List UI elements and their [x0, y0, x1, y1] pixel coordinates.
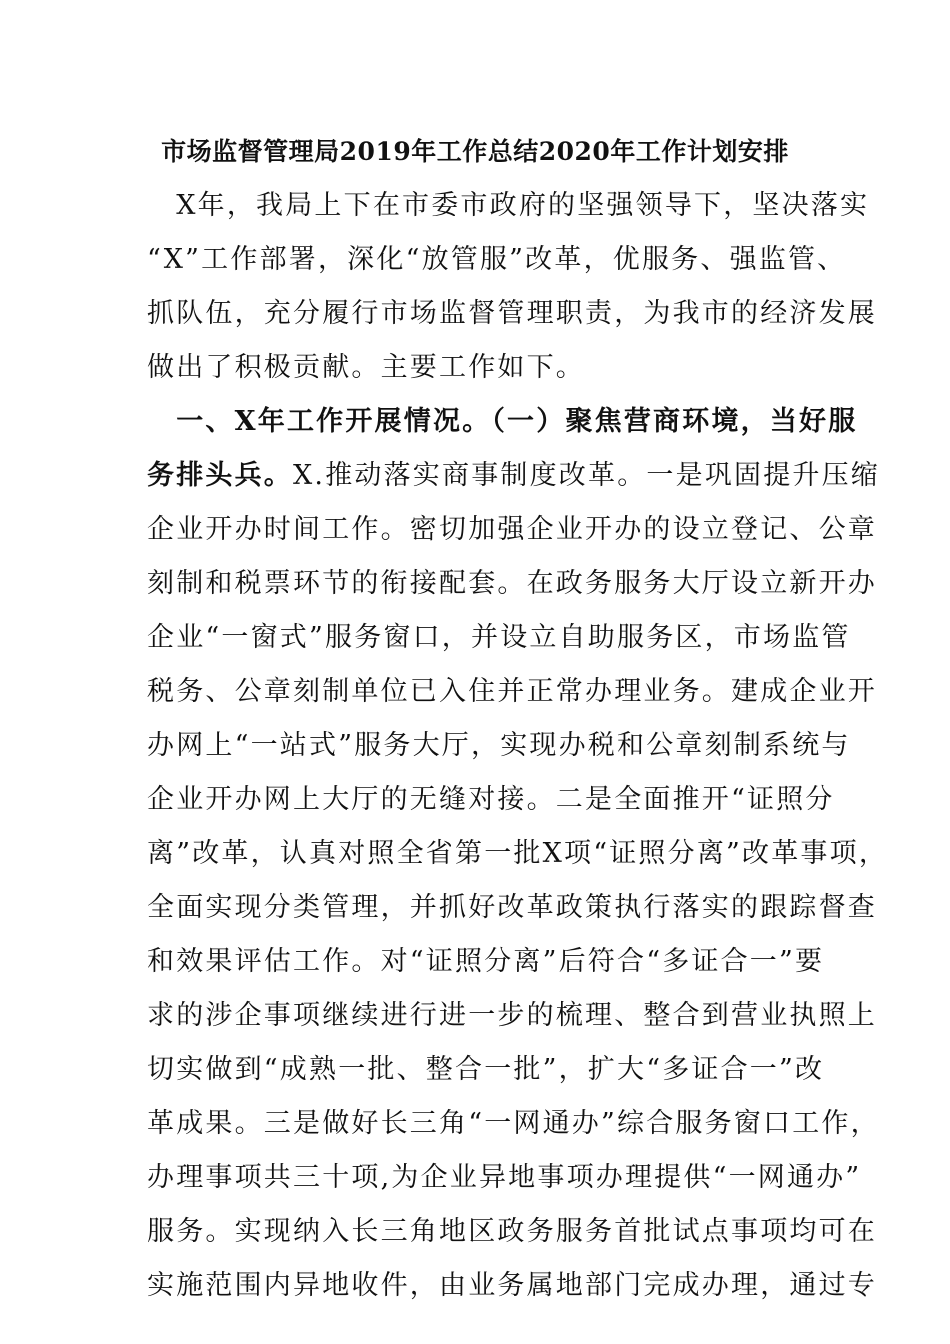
- body-line: 求的涉企事项继续进行进一步的梳理、整合到营业执照上: [147, 1000, 877, 1031]
- body-line: 和效果评估工作。对“证照分离”后符合“多证合一”要: [147, 946, 825, 977]
- intro-line-4: 做出了积极贡献。主要工作如下。: [147, 352, 585, 383]
- intro-line-2: “X”工作部署，深化“放管服”改革，优服务、强监管、: [147, 244, 847, 275]
- body-line: 离”改革，认真对照全省第一批X项“证照分离”改革事项，: [147, 838, 889, 869]
- intro-line-3: 抓队伍，充分履行市场监督管理职责，为我市的经济发展: [147, 298, 877, 329]
- intro-line-1: X年，我局上下在市委市政府的坚强领导下，坚决落实: [147, 190, 870, 221]
- body-line: 切实做到“成熟一批、整合一批”，扩大“多证合一”改: [147, 1054, 825, 1085]
- body-line: 企业开办网上大厅的无缝对接。二是全面推开“证照分: [147, 784, 835, 815]
- body-line: 税务、公章刻制单位已入住并正常办理业务。建成企业开: [147, 676, 877, 707]
- mixed-line: [147, 456, 880, 496]
- section-heading-line: 一、X年工作开展情况。（一）聚焦营商环境，当好服: [147, 406, 858, 437]
- body-line: 刻制和税票环节的衔接配套。在政务服务大厅设立新开办: [147, 568, 877, 599]
- subsection-start-text: X.推动落实商事制度改革。一是巩固提升压缩: [293, 460, 881, 491]
- body-line: 革成果。三是做好长三角“一网通办”综合服务窗口工作，: [147, 1108, 880, 1139]
- section-heading-continuation: 务排头兵。: [147, 460, 293, 491]
- body-line: 全面实现分类管理，并抓好改革政策执行落实的跟踪督查: [147, 892, 877, 923]
- body-line: 企业开办时间工作。密切加强企业开办的设立登记、公章: [147, 514, 877, 545]
- body-line: 企业“一窗式”服务窗口，并设立自助服务区，市场监管: [147, 622, 851, 653]
- body-line: 办理事项共三十项,为企业异地事项办理提供“一网通办”: [147, 1162, 862, 1193]
- body-line: 办网上“一站式”服务大厅，实现办税和公章刻制系统与: [147, 730, 851, 761]
- body-line: 服务。实现纳入长三角地区政务服务首批试点事项均可在: [147, 1216, 877, 1247]
- body-line: 实施范围内异地收件，由业务属地部门完成办理，通过专: [147, 1270, 877, 1301]
- document-title: 市场监督管理局2019年工作总结2020年工作计划安排: [161, 137, 789, 166]
